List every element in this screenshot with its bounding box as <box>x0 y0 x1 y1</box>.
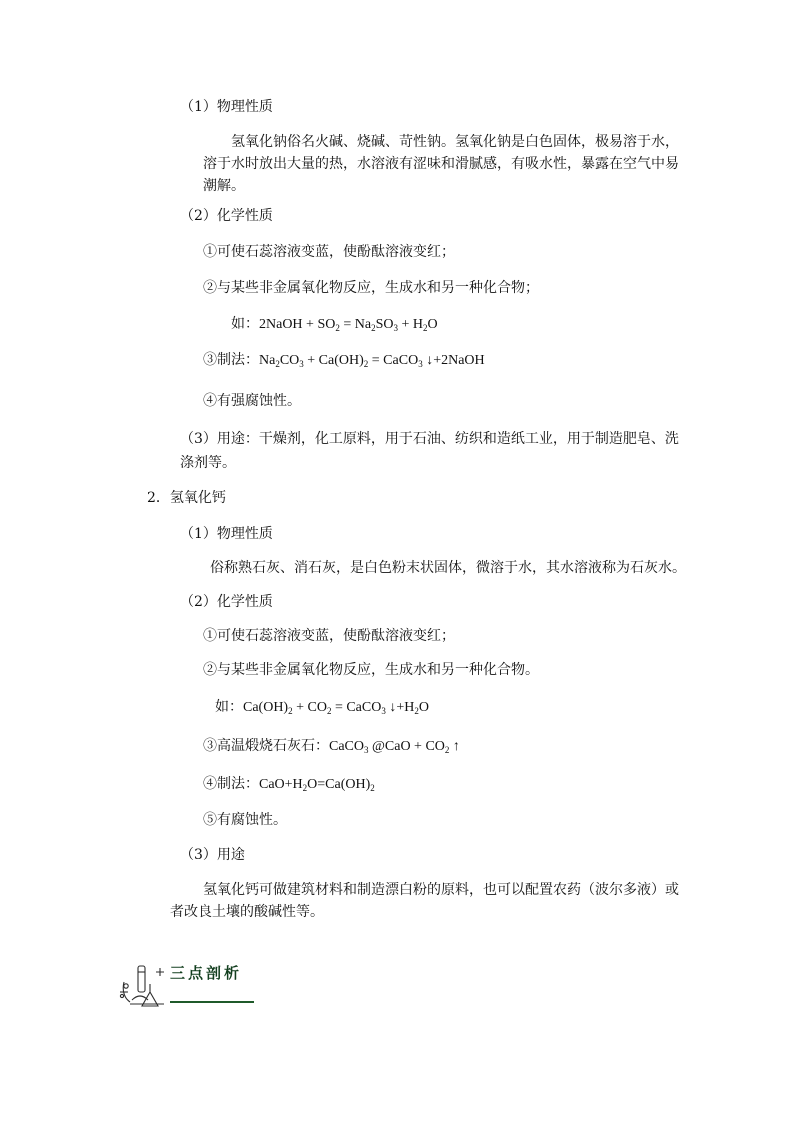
naoh-chemical-4: ④有强腐蚀性。 <box>203 393 301 409</box>
naoh-physical-line-3: 潮解。 <box>203 178 245 194</box>
naoh-physical-line-1: 氢氧化钠俗名火碱、烧碱、苛性钠。氢氧化钠是白色固体，极易溶于水， <box>231 134 679 150</box>
caoh-heading: 2．氢氧化钙 <box>147 490 226 506</box>
naoh-chemical-1: ①可使石蕊溶液变蓝，使酚酞溶液变红； <box>203 244 455 260</box>
caoh-chemical-5: ⑤有腐蚀性。 <box>203 812 287 828</box>
naoh-use-line-1: （3）用途：干燥剂，化工原料，用于石油、纺织和造纸工业，用于制造肥皂、洗 <box>180 431 679 447</box>
equation-caoh-co2: $Ca(OH)_2 + CO_2$ = CaCO$_3$ $↓+H_2O$ <box>243 700 429 716</box>
naoh-chemical-title: （2）化学性质 <box>180 208 273 224</box>
calcination-prefix: ③高温煅烧石灰石： <box>203 738 329 754</box>
caoh-chemical-1: ①可使石蕊溶液变蓝，使酚酞溶液变红； <box>203 628 455 644</box>
caoh-use-line-1: 氢氧化钙可做建筑材料和制造漂白粉的原料，也可以配置农药（波尔多液）或 <box>203 882 679 898</box>
example-prefix: 如： <box>231 316 259 332</box>
section-title: 三点剖析 <box>170 964 243 982</box>
naoh-physical-title: （1）物理性质 <box>180 99 273 115</box>
caoh-use-title: （3）用途 <box>180 847 245 863</box>
equation-caoh-preparation: $CaO+H_2O=Ca(OH)_2$ <box>259 777 375 793</box>
caoh-physical-title: （1）物理性质 <box>180 526 273 542</box>
preparation-prefix: ③制法： <box>203 352 259 368</box>
naoh-chemical-2: ②与某些非金属氧化物反应，生成水和另一种化合物； <box>203 280 539 296</box>
caoh-use-line-2: 者改良土壤的酸碱性等。 <box>170 904 324 920</box>
caoh-chemical-4 <box>203 772 375 797</box>
example-prefix: 如： <box>215 699 243 715</box>
lab-flask-icon <box>118 962 170 1012</box>
section-title-underline <box>170 1001 254 1003</box>
naoh-physical-line-2: 溶于水时放出大量的热，水溶液有涩味和滑腻感，有吸水性，暴露在空气中易 <box>203 156 679 172</box>
naoh-chemical-3 <box>203 348 485 373</box>
equation-naoh-preparation: $Na_2CO_3 + Ca(OH)_2$ = CaCO$_3$ ↓+2NaOH <box>259 353 485 369</box>
equation-naoh-so2: 2NaOH + $SO_2 = Na_2SO_3 + H_2O$ <box>259 317 438 333</box>
caoh-chemical-title: （2）化学性质 <box>180 594 273 610</box>
caoh-chemical-2: ②与某些非金属氧化物反应，生成水和另一种化合物。 <box>203 662 539 678</box>
caoh-equation-co2 <box>215 695 429 720</box>
naoh-use-line-2: 涤剂等。 <box>180 455 236 471</box>
caoh-chemical-3 <box>203 734 460 759</box>
naoh-equation-so2 <box>231 312 438 337</box>
caoh-physical-line-1: 俗称熟石灰、消石灰，是白色粉末状固体，微溶于水，其水溶液称为石灰水。 <box>210 560 686 576</box>
equation-calcination: CaCO$_3$ @CaO + $CO_2$ ↑ <box>329 739 460 755</box>
preparation-prefix: ④制法： <box>203 776 259 792</box>
